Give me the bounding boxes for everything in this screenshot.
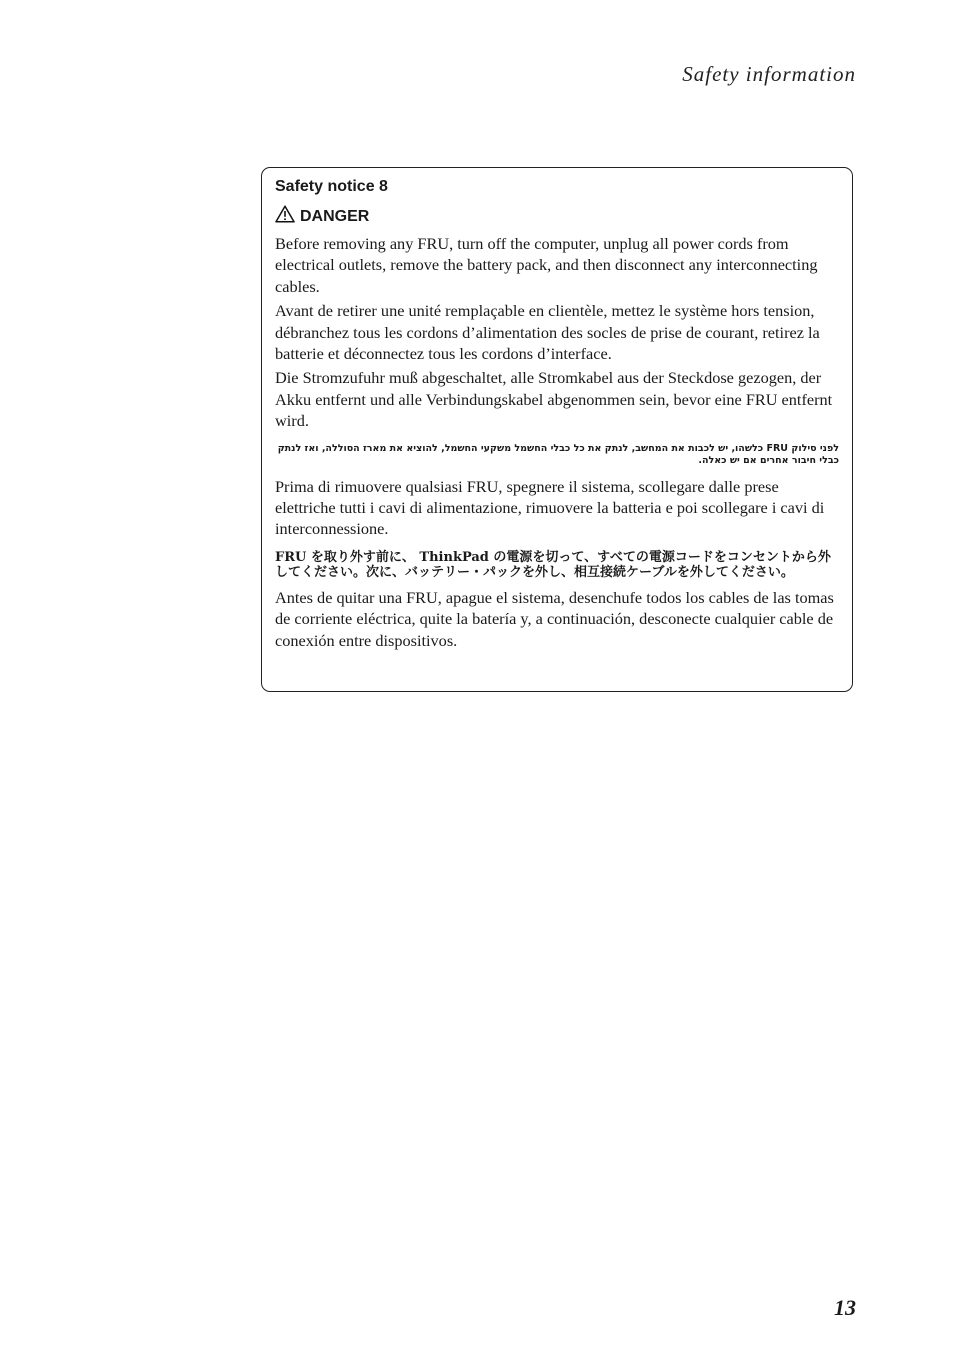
safety-notice-box: [261, 167, 853, 692]
notice-text-french: Avant de retirer une unité remplaçable en clientèle, mettez le système hors tension, débranchez tous les cordons d’alimentation des socles de prise de courant, retirez la batterie et déconnectez tous les cordons d’interface.: [275, 301, 820, 364]
danger-label: DANGER: [300, 208, 370, 225]
running-header: Safety information: [682, 62, 856, 86]
notice-text-german: Die Stromzufuhr muß abgeschaltet, alle Stromkabel aus der Steckdose gezogen, der Akku entfernt und alle Verbindungskabel abgenommen sein, bevor eine FRU entfernt wird.: [275, 368, 833, 431]
warning-triangle-icon: [275, 205, 300, 229]
notice-text-japanese: FRU を取り外す前に、 ThinkPad の電源を切って、すべての電源コードをコンセントから外してください。次に、バッテリー・パックを外し、相互接続ケーブルを外してください。: [275, 549, 831, 580]
notice-title: Safety notice 8: [275, 178, 388, 195]
notice-text-english: Before removing any FRU, turn off the computer, unplug all power cords from electrical outlets, remove the battery pack, and then disconnect any interconnecting cables.: [275, 234, 818, 296]
danger-heading: [275, 205, 839, 229]
notice-text-spanish: Antes de quitar una FRU, apague el sistema, desenchufe todos los cables de las tomas de corriente eléctrica, quite la batería y, a continuación, desconecte cualquier cable de conexión entre dispositivos.: [275, 587, 834, 650]
notice-text-hebrew: לפני סילוק FRU כלשהו, יש לכבות את המחשב, לנתק את כל כבלי החשמל משקעי החשמל, להוציא את מארז הסוללה, ואז לנתק כבלי חיבור אחרים אם יש כאלה.: [277, 442, 839, 466]
page-number: 13: [834, 1295, 856, 1320]
notice-text-italian: Prima di rimuovere qualsiasi FRU, spegnere il sistema, scollegare dalle prese elettriche tutti i cavi di alimentazione, rimuovere la batteria e poi scollegare i cavi di interconnessione.: [275, 476, 825, 539]
